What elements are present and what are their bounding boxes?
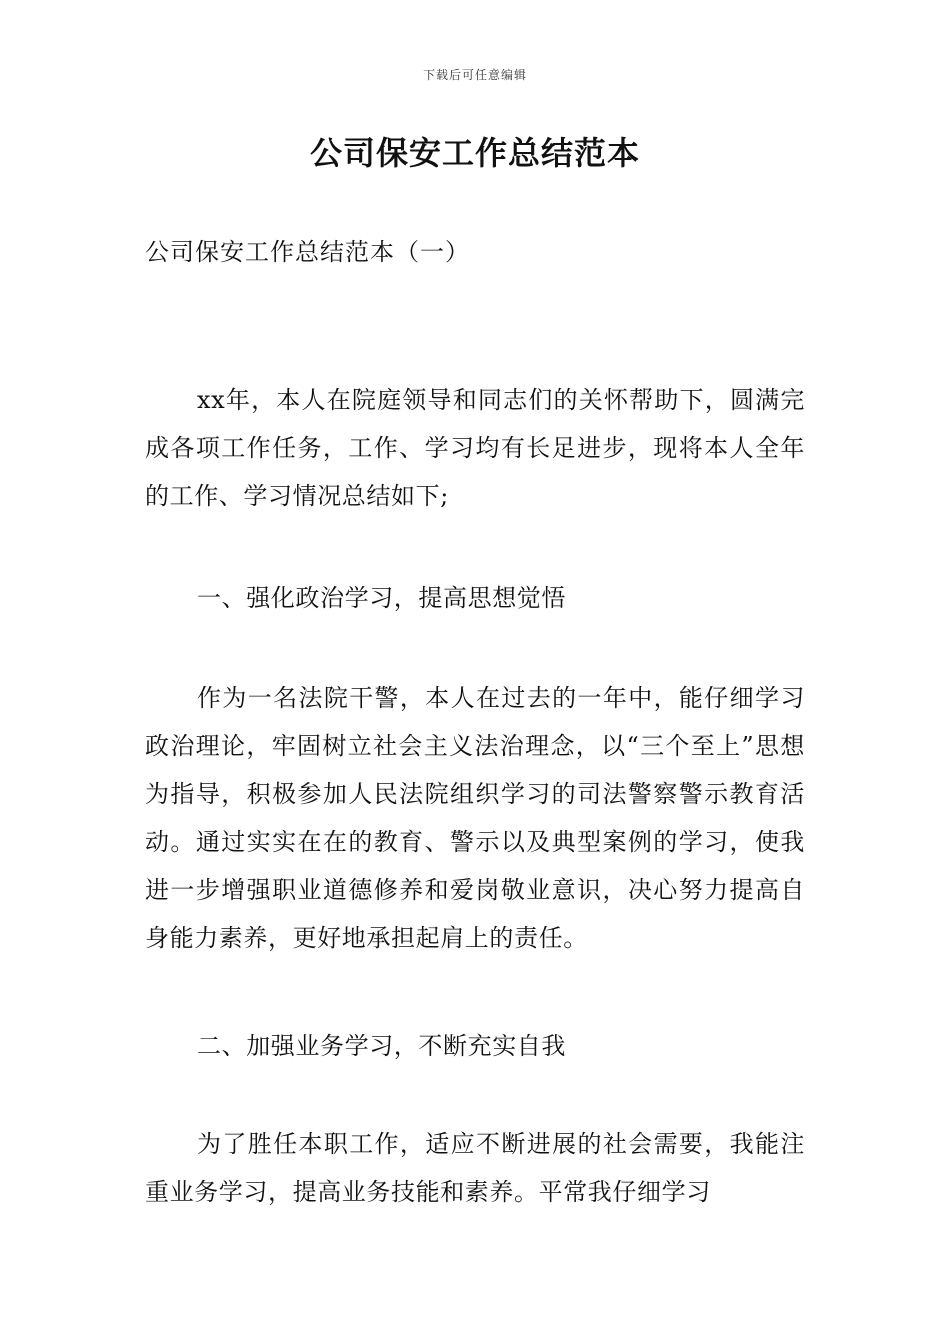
section-heading-1: 一、强化政治学习，提高思想觉悟 [197, 584, 566, 612]
intro-paragraph: xx年，本人在院庭领导和同志们的关怀帮助下，圆满完成各项工作任务，工作、学习均有长足进步，现将本人全年的工作、学习情况总结如下; [145, 386, 805, 510]
section-heading-2: 二、加强业务学习，不断充实自我 [197, 1032, 566, 1060]
document-title: 公司保安工作总结范本 [309, 134, 640, 172]
header-note: 下载后可任意编辑 [422, 68, 527, 82]
section-body-2: 为了胜任本职工作，适应不断进展的社会需要，我能注重业务学习，提高业务技能和素养。平常我仔细学习 [145, 1130, 805, 1206]
section-body-1: 作为一名法院干警，本人在过去的一年中，能仔细学习政治理论，牢固树立社会主义法治理念，以“三个至上”思想为指导，积极参加人民法院组织学习的司法警察警示教育活动。通过实实在在的教育、警示以及典型案例的学习，使我进一步增强职业道德修养和爱岗敬业意识，决心努力提高自身能力素养，更好地承担起肩上的责任。 [145, 684, 805, 952]
document-subtitle: 公司保安工作总结范本（一） [145, 238, 470, 266]
